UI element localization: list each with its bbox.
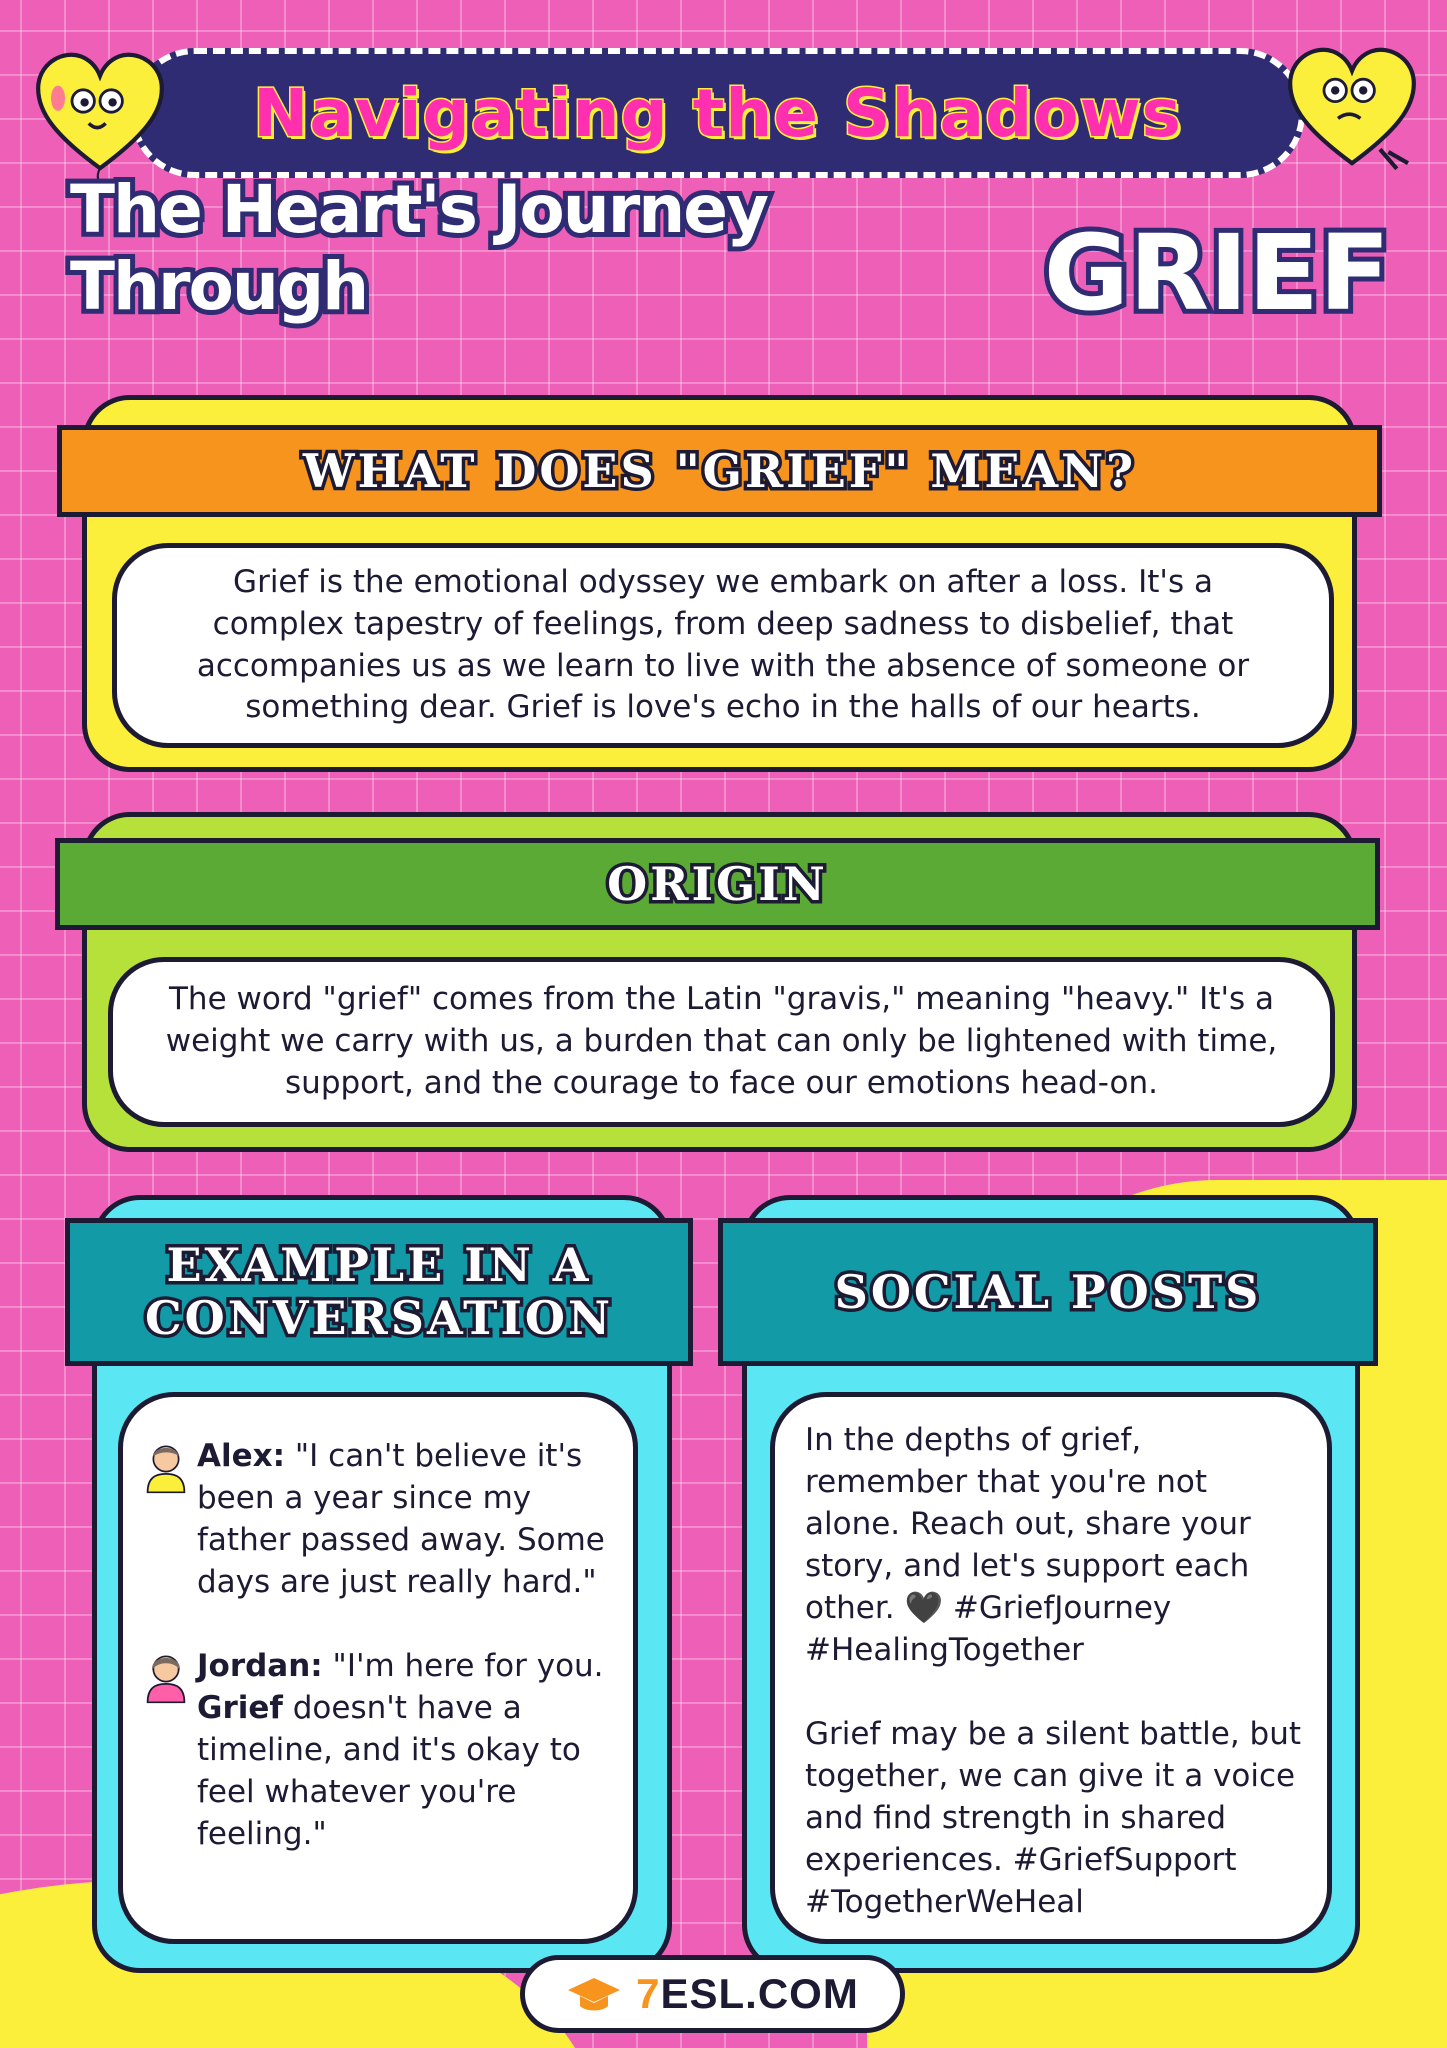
meaning-heading: WHAT DOES "GRIEF" MEAN?	[302, 443, 1137, 498]
happy-heart-icon	[30, 45, 170, 185]
social-post	[805, 1713, 1307, 1923]
origin-heading: ORIGIN	[607, 856, 828, 911]
subtitle: The Heart's Journey Through	[70, 171, 768, 325]
social-post	[805, 1419, 1307, 1671]
social-posts-heading: SOCIAL POSTS	[834, 1264, 1262, 1319]
speaker-name: Alex:	[197, 1438, 286, 1474]
subtitle-row	[70, 171, 1390, 334]
crying-heart-icon	[1282, 40, 1422, 180]
message-keyword: Grief	[197, 1690, 283, 1726]
origin-heading-banner	[55, 838, 1380, 930]
message-text: "I'm here for you.	[322, 1648, 604, 1684]
brand-logo	[520, 1955, 905, 2033]
subtitle-emphasis: GRIEF	[1043, 212, 1390, 334]
meaning-body: Grief is the emotional odyssey we embark on after a loss. It's a complex tapestry of feelings, from deep sadness to disbelief, that accompanies us as we learn to live with the absence of someone or something dear. Grief is love's echo in the halls of our hearts.	[196, 563, 1250, 726]
conversation-message	[143, 1435, 621, 1603]
woman-avatar-icon	[143, 1649, 189, 1705]
black-heart-icon: 🖤	[904, 1590, 944, 1626]
graduation-cap-icon	[566, 1974, 622, 2014]
meaning-text-box	[112, 543, 1334, 748]
conversation-text-box	[118, 1392, 638, 1944]
message-text: "I can't believe it's been a year since my father passed away. Some days are just really hard."	[197, 1438, 605, 1600]
social-posts-heading-banner	[718, 1218, 1378, 1366]
social-posts-text-box	[770, 1392, 1332, 1944]
message-text: doesn't have a timeline, and it's okay to feel whatever you're feeling."	[197, 1690, 581, 1852]
speaker-name: Jordan:	[197, 1648, 323, 1684]
man-avatar-icon	[143, 1439, 189, 1495]
meaning-heading-banner	[57, 425, 1382, 517]
origin-text-box	[108, 957, 1335, 1127]
post-hashtags: #GriefSupport #TogetherWeHeal	[805, 1842, 1237, 1920]
conversation-heading-banner	[65, 1218, 693, 1366]
conversation-heading: EXAMPLE IN A CONVERSATION	[145, 1238, 613, 1345]
title-banner	[130, 48, 1305, 178]
post-text: Grief may be a silent battle, but together, we can give it a voice and find strength in shared experiences.	[805, 1716, 1302, 1878]
conversation-message	[143, 1645, 621, 1855]
origin-body: The word "grief" comes from the Latin "gravis," meaning "heavy." It's a weight we carry with us, a burden that can only be lightened with time, support, and the courage to face our emotions head-on.	[165, 981, 1278, 1101]
logo-text: 7ESL.COM	[636, 1970, 859, 2017]
post-hashtags: #GriefJourney #HealingTogether	[805, 1590, 1172, 1668]
page-title: Navigating the Shadows	[253, 74, 1182, 152]
post-text: In the depths of grief, remember that you're not alone. Reach out, share your story, and let's support each other.	[805, 1422, 1251, 1626]
